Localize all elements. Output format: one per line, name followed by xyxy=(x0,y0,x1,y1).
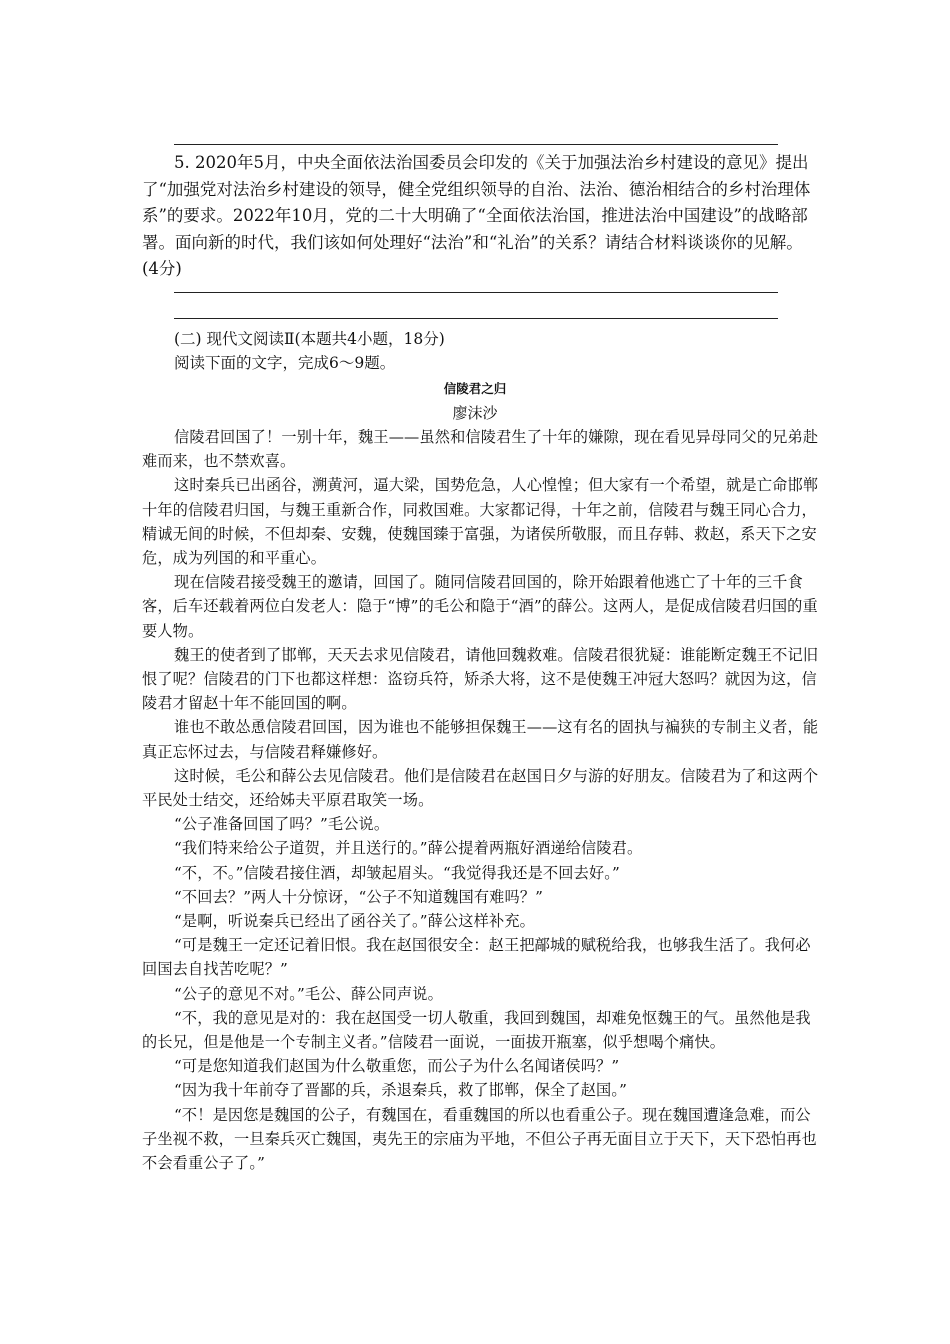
paragraph: “是啊，听说秦兵已经出了函谷关了。”薛公这样补充。 xyxy=(174,912,535,931)
paragraph: 魏王的使者到了邯郸，天天去求见信陵君，请他回魏救难。信陵君很犹疑：谁能断定魏王不记旧恨了呢？信陵君的门下也都这样想：盗窃兵符，矫杀大将，这不是使魏王冲冠大怒吗？就因为这，信陵君才留赵十年不能回国的啊。 xyxy=(142,645,819,713)
paragraph: “不，我的意见是对的：我在赵国受一切人敬重，我回到魏国，却难免怄魏王的气。虽然他是我的长兄，但是他是一个专制主义者。”信陵君一面说，一面拔开瓶塞，似乎想喝个痛快。 xyxy=(142,1008,811,1052)
section-heading: (二) 现代文阅读Ⅱ(本题共4小题，18分) xyxy=(174,330,445,348)
paragraph: 谁也不敢怂恿信陵君回国，因为谁也不能够担保魏王——这有名的固执与褊狭的专制主义者，能真正忘怀过去，与信陵君释嫌修好。 xyxy=(142,718,819,761)
answer-line-top xyxy=(174,144,778,145)
paragraph: 信陵君回国了！一别十年，魏王——虽然和信陵君生了十年的嫌隙，现在看见异母同父的兄弟赴难而来，也不禁欢喜。 xyxy=(142,428,819,471)
article-author: 廖沫沙 xyxy=(452,404,498,422)
paragraph: “可是您知道我们赵国为什么敬重您，而公子为什么名闻诸侯吗？” xyxy=(174,1057,620,1076)
answer-line-1 xyxy=(174,292,778,293)
paragraph: “不回去？”两人十分惊讶，“公子不知道魏国有难吗？” xyxy=(174,887,544,906)
paragraph: “不，不。”信陵君接住酒，却皱起眉头。“我觉得我还是不回去好。” xyxy=(174,863,620,882)
paragraph: “因为我十年前夺了晋鄙的兵，杀退秦兵，救了邯郸，保全了赵国。” xyxy=(174,1081,628,1100)
article-title: 信陵君之归 xyxy=(443,381,507,396)
paragraph: “公子准备回国了吗？”毛公说。 xyxy=(174,815,390,834)
paragraph: “我们特来给公子道贺，并且送行的。”薛公提着两瓶好酒递给信陵君。 xyxy=(174,839,643,858)
article-body xyxy=(142,425,822,1175)
question-5: 5. 2020年5月，中央全面依法治国委员会印发的《关于加强法治乡村建设的意见》提出了“加强党对法治乡村建设的领导，健全党组织领导的自治、法治、德治相结合的乡村治理体系”的要求。2022年10月，党的二十大明确了“全面依法治国，推进法治中国建设”的战略部署。面向新的时代，我们该如何处理好“法治”和“礼治”的关系？请结合材料谈谈你的见解。(4分) xyxy=(142,153,811,278)
section-instruction: 阅读下面的文字，完成6～9题。 xyxy=(174,354,396,372)
paragraph: “不！是因您是魏国的公子，有魏国在，看重魏国的所以也看重公子。现在魏国遭逢急难，而公子坐视不救，一旦秦兵灭亡魏国，夷先王的宗庙为平地，不但公子再无面目立于天下，天下恐怕再也不会看重公子了。” xyxy=(142,1105,817,1173)
paragraph: 现在信陵君接受魏王的邀请，回国了。随同信陵君回国的，除开始跟着他逃亡了十年的三千食客，后车还载着两位白发老人：隐于“博”的毛公和隐于“酒”的薛公。这两人，是促成信陵君归国的重要人物。 xyxy=(142,573,818,640)
paragraph: “可是魏王一定还记着旧恨。我在赵国很安全：赵王把鄗城的赋税给我，也够我生活了。我何必回国去自找苦吃呢？” xyxy=(142,936,811,979)
paragraph: 这时秦兵已出函谷，溯黄河，逼大梁，国势危急，人心惶惶；但大家有一个希望，就是亡命邯郸十年的信陵君归国，与魏王重新合作，同救国难。大家都记得，十年之前，信陵君与魏王同心合力，精诚无间的时候，不但却秦、安魏，使魏国臻于富强，为诸侯所敬服，而且存韩、救赵，系天下之安危，成为列国的和平重心。 xyxy=(142,476,819,568)
paragraph: “公子的意见不对。”毛公、薛公同声说。 xyxy=(174,984,443,1003)
paragraph: 这时候，毛公和薛公去见信陵君。他们是信陵君在赵国日夕与游的好朋友。信陵君为了和这两个平民处士结交，还给姊夫平原君取笑一场。 xyxy=(142,766,819,810)
answer-line-2 xyxy=(174,318,778,319)
